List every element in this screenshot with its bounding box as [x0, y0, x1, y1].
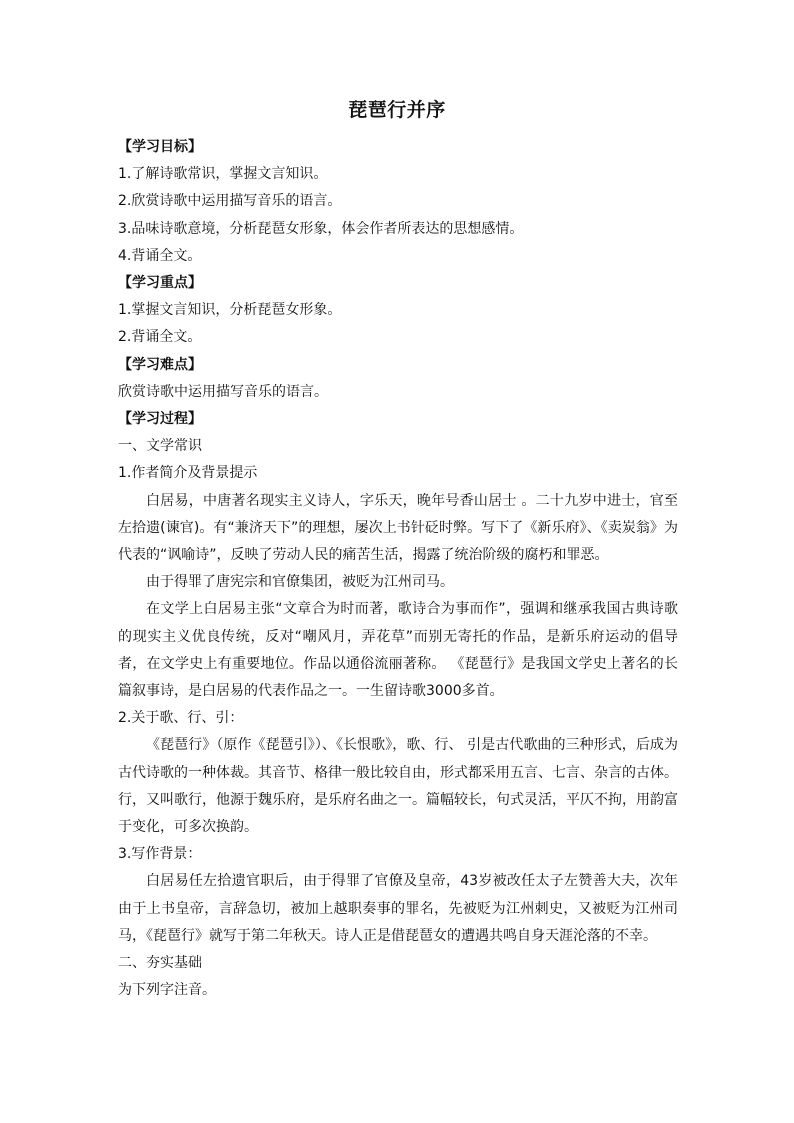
objective-item: 3.品味诗歌意境，分析琵琶女形象，体会作者所表达的思想感情。 — [118, 220, 524, 237]
objective-item: 1.了解诗歌常识，掌握文言知识。 — [118, 166, 328, 183]
difficulty-item: 欣赏诗歌中运用描写音乐的语言。 — [118, 383, 328, 400]
process-heading: 【学习过程】 — [118, 411, 202, 428]
subsection-heading: 2.关于歌、行、引： — [118, 710, 244, 727]
author-paragraph: 白居易，中唐著名现实主义诗人，字乐天，晚年号香山居士 。二十九岁中进士，官至左拾遗(谏官)。有“兼济天下”的理想，屡次上书针砭时弊。写下了《新乐府》、《卖炭翁》为代表的“讽喻诗”，反映了劳动人民的痛苦生活，揭露了统治阶级的腐朽和罪恶。 — [118, 492, 678, 564]
background-paragraph: 白居易任左拾遗官职后，由于得罪了官僚及皇帝，43岁被改任太子左赞善大夫，次年由于上书皇帝，言辞急切，被加上越职奏事的罪名，先被贬为江州刺史，又被贬为江州司马，《琵琶行》就写于第二年秋天。诗人正是借琵琶女的遭遇共鸣自身天涯沦落的不幸。 — [118, 873, 678, 944]
objectives-heading: 【学习目标】 — [118, 139, 202, 155]
objective-item: 2.欣赏诗歌中运用描写音乐的语言。 — [118, 193, 342, 210]
author-paragraph: 由于得罪了唐宪宗和官僚集团，被贬为江州司马。 — [146, 574, 454, 591]
subsection-heading: 1.作者简介及背景提示 — [118, 465, 258, 482]
genre-paragraph: 《琵琶行》（原作《琵琶引》）、《长恨歌》，歌、行、 引是古代歌曲的三种形式，后成为古代诗歌的一种体裁。其音节、格律一般比较自由，形式都采用五言、七言、杂言的古体。行，又叫歌行，他源于魏乐府，是乐府名曲之一。篇幅较长，句式灵活，平仄不拘，用韵富于变化，可多次换韵。 — [118, 737, 678, 836]
section-heading: 一、文学常识 — [118, 438, 202, 455]
key-point-item: 1.掌握文言知识，分析琵琶女形象。 — [118, 302, 342, 319]
objective-item: 4.背诵全文。 — [118, 247, 202, 264]
author-paragraph: 在文学上白居易主张“文章合为时而著，歌诗合为事而作”，强调和继承我国古典诗歌的现实主义优良传统，反对“嘲风月，弄花草”而别无寄托的作品，是新乐府运动的倡导者，在文学史上有重要地位。作品以通俗流丽著称。 《琵琶行》是我国文学史上著名的长篇叙事诗，是白居易的代表作品之一。一生留诗歌3000多首。 — [118, 601, 678, 700]
document-title: 琵琶行并序 — [348, 99, 446, 121]
key-point-item: 2.背诵全文。 — [118, 329, 202, 346]
section-heading: 二、夯实基础 — [118, 955, 202, 972]
difficulties-heading: 【学习难点】 — [118, 356, 202, 373]
exercise-instruction: 为下列字注音。 — [118, 982, 216, 999]
subsection-heading: 3.写作背景： — [118, 846, 202, 863]
document-body — [118, 134, 678, 1005]
key-points-heading: 【学习重点】 — [118, 275, 202, 292]
